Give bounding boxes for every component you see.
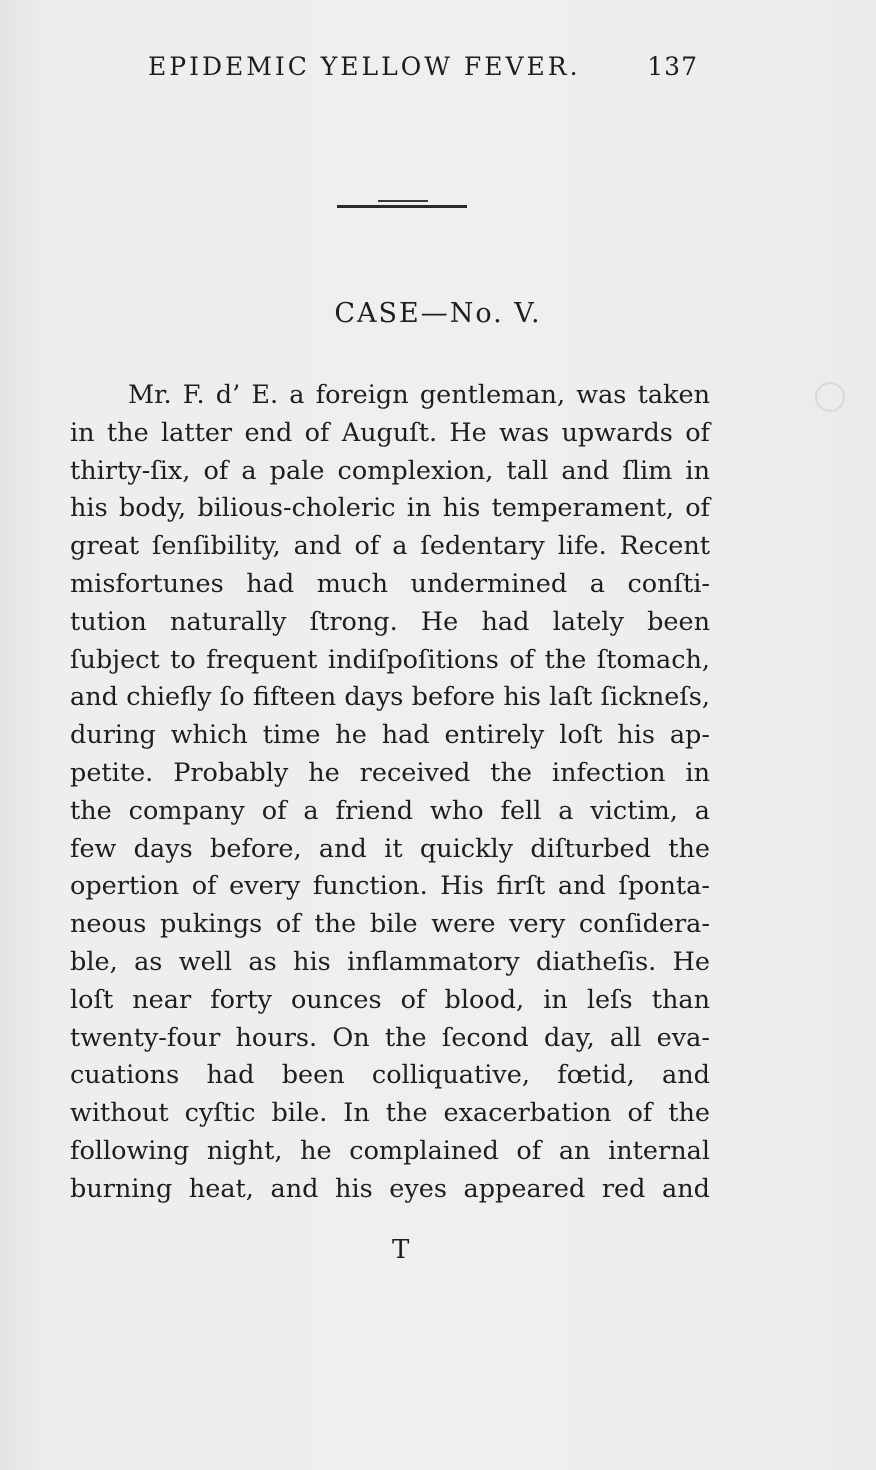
text-line: opertion of every function. His firſt and ſponta- xyxy=(70,871,710,902)
text-line: neous pukings of the bile were very conſidera- xyxy=(70,909,710,940)
ornamental-rule xyxy=(337,205,467,208)
text-line: in the latter end of Auguſt. He was upwards of xyxy=(70,417,710,448)
text-line: petite. Probably he received the infection in xyxy=(70,757,710,788)
text-line: great ſenſibility, and of a ſedentary life. Recent xyxy=(70,531,710,562)
text-line: twenty-four hours. On the ſecond day, all eva- xyxy=(70,1022,710,1053)
text-line: Mr. F. d’ E. a foreign gentleman, was taken xyxy=(128,380,710,410)
text-line: few days before, and it quickly diſturbed the xyxy=(70,833,710,864)
running-head xyxy=(148,52,708,92)
text-line: his body, bilious-choleric in his temperament, of xyxy=(70,493,710,524)
text-line: the company of a friend who fell a victim, a xyxy=(70,795,710,826)
text-line: cuations had been colliquative, fœtid, and xyxy=(70,1060,710,1091)
text-line: burning heat, and his eyes appeared red and xyxy=(70,1173,710,1204)
text-line: loſt near forty ounces of blood, in leſs than xyxy=(70,984,710,1015)
text-line: misfortunes had much undermined a conſti- xyxy=(70,568,710,599)
text-line: thirty-ſix, of a pale complexion, tall and ſlim in xyxy=(70,455,710,486)
body-text xyxy=(70,377,710,1209)
paper-stain xyxy=(815,382,845,412)
ornamental-rule-top xyxy=(378,200,428,202)
text-line: ble, as well as his inflammatory diatheſis. He xyxy=(70,946,710,977)
text-line: during which time he had entirely loſt his ap- xyxy=(70,720,710,751)
text-line: and chiefly ſo fifteen days before his laſt ſickneſs, xyxy=(70,682,710,713)
running-title: EPIDEMIC YELLOW FEVER. xyxy=(148,52,581,81)
text-line: ſubject to frequent indiſpoſitions of the ſtomach, xyxy=(70,644,710,675)
case-heading: CASE—No. V. xyxy=(334,298,542,329)
signature-mark: T xyxy=(392,1235,410,1265)
text-line: without cyſtic bile. In the exacerbation of the xyxy=(70,1098,710,1129)
text-line: following night, he complained of an internal xyxy=(70,1135,710,1166)
page-number: 137 xyxy=(647,52,698,81)
text-line: tution naturally ſtrong. He had lately been xyxy=(70,606,710,637)
